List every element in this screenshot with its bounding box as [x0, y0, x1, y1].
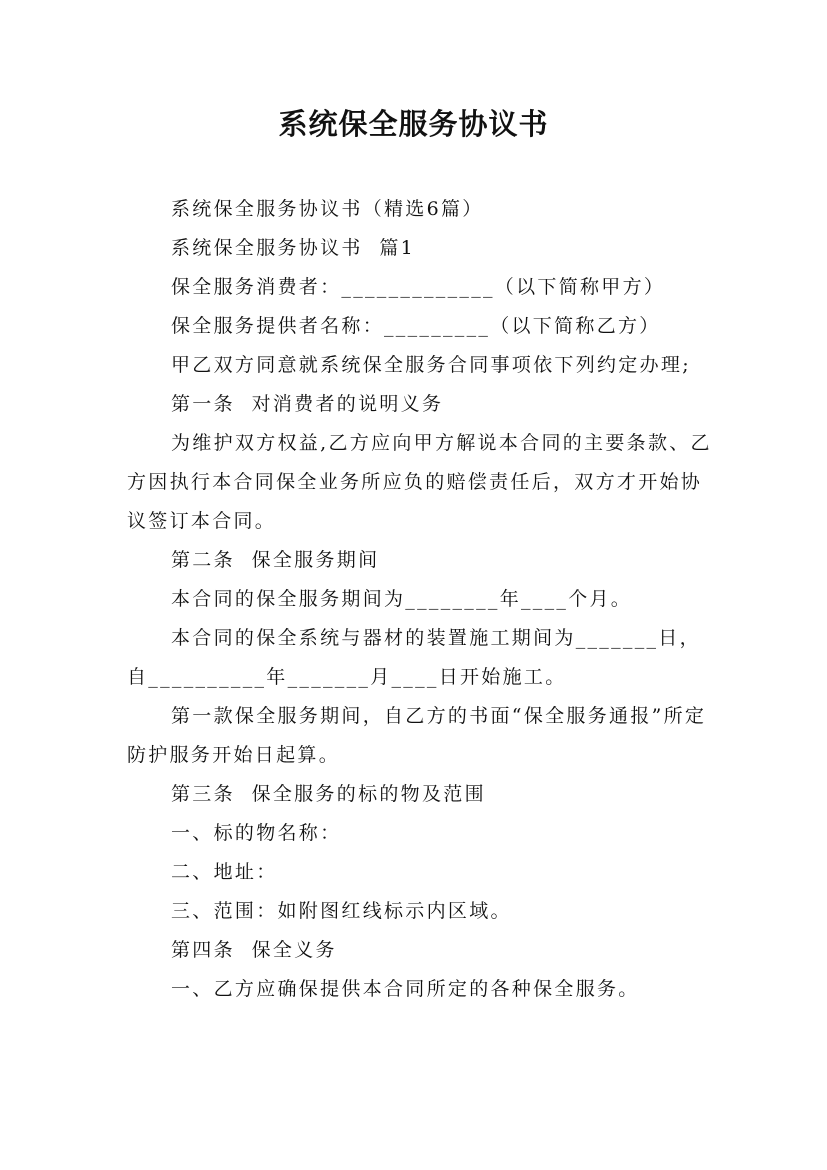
document-body — [127, 190, 717, 1009]
paragraph-duty-1: 一、乙方应确保提供本合同所定的各种保全服务。 — [171, 978, 640, 1000]
paragraph-party-b: 保全服务提供者名称：_________（以下简称乙方） — [171, 315, 661, 337]
paragraph-installation-period: 本合同的保全系统与器材的装置施工期间为_______日，自__________年_______月____日开始施工。 — [127, 627, 701, 688]
paragraph-section-heading: 系统保全服务协议书 篇1 — [171, 237, 416, 259]
document-title: 系统保全服务协议书 — [278, 107, 549, 141]
paragraph-item-2: 二、地址： — [171, 861, 278, 883]
paragraph-service-period: 本合同的保全服务期间为________年____个月。 — [171, 588, 633, 610]
paragraph-article-1-body: 为维护双方权益,乙方应向甲方解说本合同的主要条款、乙方因执行本合同保全业务所应负的赔偿责任后，双方才开始协议签订本合同。 — [127, 432, 712, 532]
paragraph-clause-1: 第一款保全服务期间，自乙方的书面“保全服务通报”所定防护服务开始日起算。 — [127, 705, 707, 766]
paragraph-article-2-heading: 第二条 保全服务期间 — [171, 549, 380, 571]
paragraph-article-4-heading: 第四条 保全义务 — [171, 939, 337, 961]
paragraph-agreement: 甲乙双方同意就系统保全服务合同事项依下列约定办理; — [171, 354, 691, 376]
paragraph-item-1: 一、标的物名称： — [171, 822, 342, 844]
paragraph-article-1-heading: 第一条 对消费者的说明义务 — [171, 393, 444, 415]
paragraph-article-3-heading: 第三条 保全服务的标的物及范围 — [171, 783, 486, 805]
paragraph-subtitle: 系统保全服务协议书（精选6篇） — [171, 198, 484, 220]
paragraph-party-a: 保全服务消费者：_____________（以下简称甲方） — [171, 276, 666, 298]
paragraph-item-3: 三、范围：如附图红线标示内区域。 — [171, 900, 512, 922]
